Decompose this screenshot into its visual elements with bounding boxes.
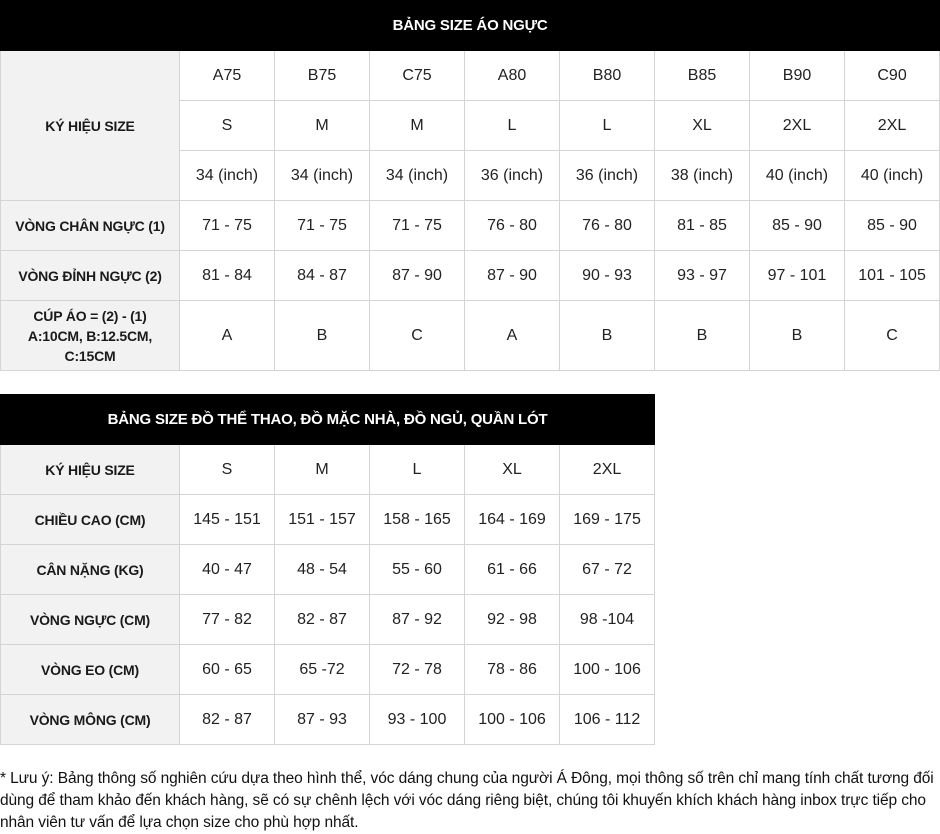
- bra-underbust-cell: 85 - 90: [845, 201, 940, 251]
- sport-bust-cell: 82 - 87: [275, 595, 370, 645]
- bra-letter-cell: 2XL: [750, 101, 845, 151]
- sport-height-cell: 151 - 157: [275, 495, 370, 545]
- sport-height-label: CHIỀU CAO (CM): [1, 495, 180, 545]
- sport-waist-cell: 65 -72: [275, 645, 370, 695]
- bra-underbust-label: VÒNG CHÂN NGỰC (1): [1, 201, 180, 251]
- sport-bust-cell: 87 - 92: [370, 595, 465, 645]
- sport-weight-label: CÂN NẶNG (KG): [1, 545, 180, 595]
- bra-cup-label-line2: A:10CM, B:12.5CM, C:15CM: [27, 327, 153, 364]
- bra-bust-cell: 84 - 87: [275, 251, 370, 301]
- sport-height-cell: 169 - 175: [560, 495, 655, 545]
- sport-waist-cell: 60 - 65: [180, 645, 275, 695]
- bra-bust-cell: 87 - 90: [370, 251, 465, 301]
- bra-letter-cell: 2XL: [845, 101, 940, 151]
- bra-letter-cell: L: [560, 101, 655, 151]
- sport-hip-cell: 106 - 112: [560, 695, 655, 745]
- bra-bust-cell: 93 - 97: [655, 251, 750, 301]
- sport-hip-label: VÒNG MÔNG (CM): [1, 695, 180, 745]
- sport-hip-cell: 82 - 87: [180, 695, 275, 745]
- bra-code-cell: B80: [560, 51, 655, 101]
- bra-letter-cell: L: [465, 101, 560, 151]
- bra-bust-cell: 97 - 101: [750, 251, 845, 301]
- bra-underbust-cell: 85 - 90: [750, 201, 845, 251]
- bra-inch-cell: 36 (inch): [560, 151, 655, 201]
- bra-underbust-cell: 76 - 80: [465, 201, 560, 251]
- bra-size-label: KÝ HIỆU SIZE: [1, 51, 180, 201]
- table-row: [1, 695, 655, 745]
- bra-inch-cell: 34 (inch): [275, 151, 370, 201]
- table-row: [1, 301, 940, 371]
- bra-cup-cell: B: [275, 301, 370, 371]
- bra-cup-label: [1, 301, 180, 371]
- bra-code-cell: B85: [655, 51, 750, 101]
- sport-size-cell: L: [370, 445, 465, 495]
- bra-underbust-cell: 76 - 80: [560, 201, 655, 251]
- bra-cup-cell: B: [560, 301, 655, 371]
- sport-waist-label: VÒNG EO (CM): [1, 645, 180, 695]
- bra-inch-cell: 38 (inch): [655, 151, 750, 201]
- sport-bust-cell: 98 -104: [560, 595, 655, 645]
- bra-code-cell: B90: [750, 51, 845, 101]
- sport-hip-cell: 93 - 100: [370, 695, 465, 745]
- bra-code-cell: C75: [370, 51, 465, 101]
- bra-code-cell: C90: [845, 51, 940, 101]
- bra-code-cell: B75: [275, 51, 370, 101]
- sport-waist-cell: 78 - 86: [465, 645, 560, 695]
- sport-size-cell: S: [180, 445, 275, 495]
- sport-waist-cell: 100 - 106: [560, 645, 655, 695]
- disclaimer-note: * Lưu ý: Bảng thông số nghiên cứu dựa theo hình thể, vóc dáng chung của người Á Đông, mọi thông số trên chỉ mang tính chất tương đối dùng để tham khảo đến khách hàng, sẽ có sự chênh lệch với vóc dáng riêng biệt, chúng tôi khuyến khích khách hàng inbox trực tiếp cho nhân viên tư vấn để lựa chọn size cho phù hợp nhất.: [0, 770, 934, 831]
- bra-cup-cell: B: [750, 301, 845, 371]
- bra-cup-cell: B: [655, 301, 750, 371]
- table-row: [1, 545, 655, 595]
- sport-size-label: KÝ HIỆU SIZE: [1, 445, 180, 495]
- bra-bust-cell: 87 - 90: [465, 251, 560, 301]
- bra-letter-cell: M: [275, 101, 370, 151]
- bra-inch-cell: 40 (inch): [750, 151, 845, 201]
- bra-bust-cell: 81 - 84: [180, 251, 275, 301]
- sport-height-cell: 145 - 151: [180, 495, 275, 545]
- sport-size-cell: M: [275, 445, 370, 495]
- sport-height-cell: 158 - 165: [370, 495, 465, 545]
- bra-table-title: BẢNG SIZE ÁO NGỰC: [1, 1, 940, 51]
- sport-bust-cell: 92 - 98: [465, 595, 560, 645]
- bra-cup-label-line1: CÚP ÁO = (2) - (1): [33, 307, 147, 324]
- bra-bust-cell: 101 - 105: [845, 251, 940, 301]
- sport-weight-cell: 48 - 54: [275, 545, 370, 595]
- sport-height-cell: 164 - 169: [465, 495, 560, 545]
- sport-bust-label: VÒNG NGỰC (CM): [1, 595, 180, 645]
- sport-hip-cell: 100 - 106: [465, 695, 560, 745]
- table-row: [1, 201, 940, 251]
- bra-cup-cell: C: [845, 301, 940, 371]
- sport-size-cell: XL: [465, 445, 560, 495]
- bra-letter-cell: S: [180, 101, 275, 151]
- bra-cup-cell: A: [465, 301, 560, 371]
- sport-weight-cell: 40 - 47: [180, 545, 275, 595]
- bra-letter-cell: M: [370, 101, 465, 151]
- bra-size-table: [0, 0, 940, 371]
- sport-size-cell: 2XL: [560, 445, 655, 495]
- table-row: [1, 445, 655, 495]
- sport-table-title: BẢNG SIZE ĐỒ THỂ THAO, ĐỒ MẶC NHÀ, ĐỒ NGỦ, QUẦN LÓT: [1, 395, 655, 445]
- sport-weight-cell: 67 - 72: [560, 545, 655, 595]
- sport-hip-cell: 87 - 93: [275, 695, 370, 745]
- bra-underbust-cell: 81 - 85: [655, 201, 750, 251]
- bra-code-cell: A75: [180, 51, 275, 101]
- bra-inch-cell: 34 (inch): [180, 151, 275, 201]
- bra-underbust-cell: 71 - 75: [370, 201, 465, 251]
- sport-waist-cell: 72 - 78: [370, 645, 465, 695]
- sport-bust-cell: 77 - 82: [180, 595, 275, 645]
- sport-weight-cell: 61 - 66: [465, 545, 560, 595]
- bra-inch-cell: 36 (inch): [465, 151, 560, 201]
- bra-bust-label: VÒNG ĐỈNH NGỰC (2): [1, 251, 180, 301]
- bra-letter-cell: XL: [655, 101, 750, 151]
- bra-cup-cell: A: [180, 301, 275, 371]
- bra-bust-cell: 90 - 93: [560, 251, 655, 301]
- bra-inch-cell: 34 (inch): [370, 151, 465, 201]
- bra-underbust-cell: 71 - 75: [275, 201, 370, 251]
- table-row: [1, 645, 655, 695]
- table-row: [1, 595, 655, 645]
- bra-code-cell: A80: [465, 51, 560, 101]
- sportswear-size-table: [0, 394, 655, 745]
- bra-inch-cell: 40 (inch): [845, 151, 940, 201]
- bra-underbust-cell: 71 - 75: [180, 201, 275, 251]
- sport-weight-cell: 55 - 60: [370, 545, 465, 595]
- table-row: [1, 251, 940, 301]
- table-row: [1, 495, 655, 545]
- bra-cup-cell: C: [370, 301, 465, 371]
